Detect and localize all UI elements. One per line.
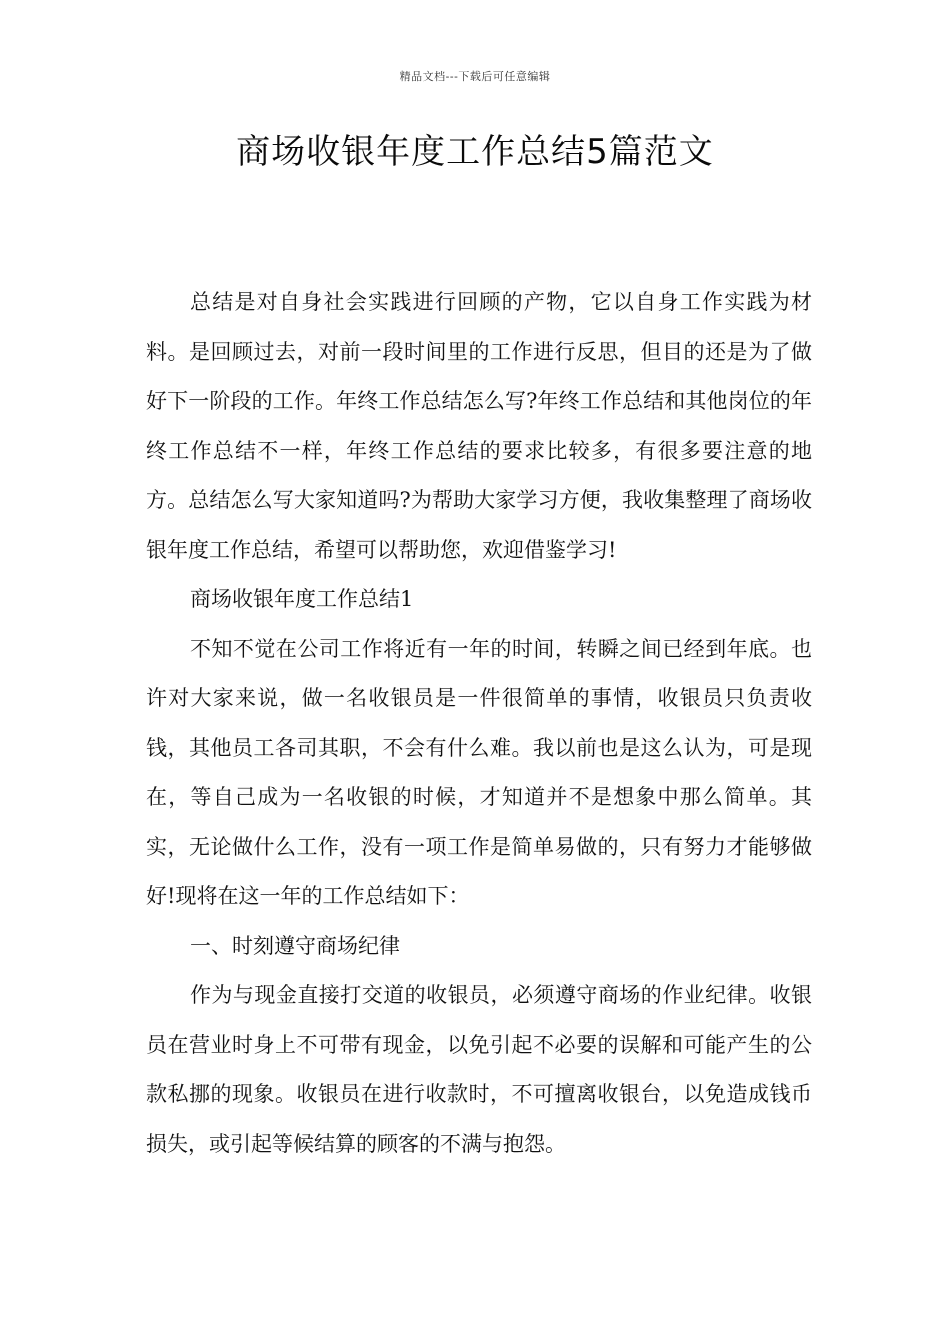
subheading-1: 一、时刻遵守商场纪律 — [190, 933, 400, 958]
header-note: 精品文档---下载后可任意编辑 — [399, 70, 551, 83]
intro-paragraph: 总结是对自身社会实践进行回顾的产物，它以自身工作实践为材料。是回顾过去，对前一段时间里的工作进行反思，但目的还是为了做好下一阶段的工作。年终工作总结怎么写?年终工作总结和其他岗位的年终工作总结不一样，年终工作总结的要求比较多，有很多要注意的地方。总结怎么写大家知道吗?为帮助大家学习方便，我收集整理了商场收银年度工作总结，希望可以帮助您，欢迎借鉴学习! — [146, 290, 812, 562]
document-body — [146, 278, 812, 1169]
section-1-paragraph: 不知不觉在公司工作将近有一年的时间，转瞬之间已经到年底。也许对大家来说，做一名收银员是一件很简单的事情，收银员只负责收钱，其他员工各司其职，不会有什么难。我以前也是这么认为，可是现在，等自己成为一名收银的时候，才知道并不是想象中那么简单。其实，无论做什么工作，没有一项工作是简单易做的，只有努力才能够做好!现将在这一年的工作总结如下： — [146, 636, 812, 908]
subheading-1-paragraph: 作为与现金直接打交道的收银员，必须遵守商场的作业纪律。收银员在营业时身上不可带有现金，以免引起不必要的误解和可能产生的公款私挪的现象。收银员在进行收款时，不可擅离收银台，以免造成钱币损失，或引起等候结算的顾客的不满与抱怨。 — [146, 983, 812, 1156]
document-title: 商场收银年度工作总结5篇范文 — [236, 132, 714, 172]
section-1-title: 商场收银年度工作总结1 — [190, 587, 414, 611]
